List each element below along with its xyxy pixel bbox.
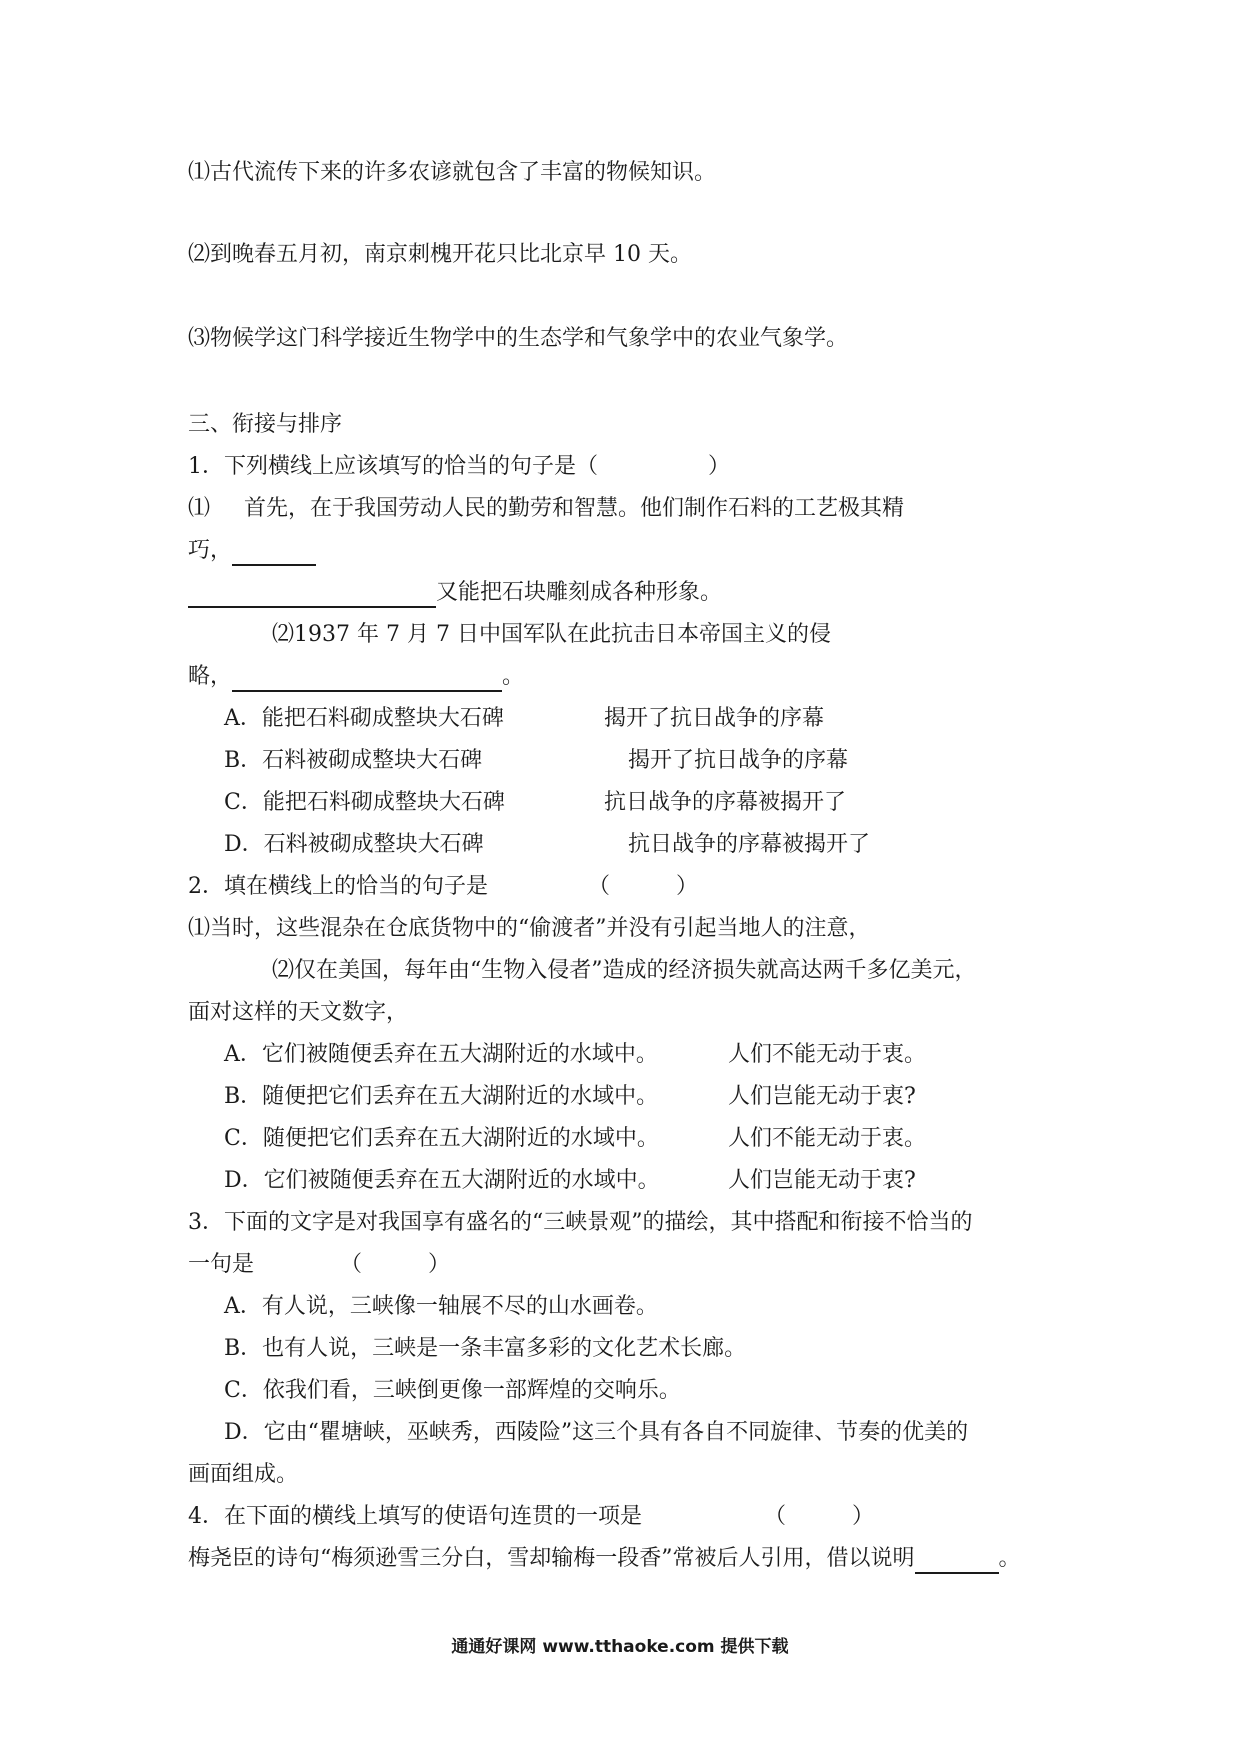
q1-option-a-second: 揭开了抗日战争的序幕: [604, 706, 825, 731]
q4-answer-paren[interactable]: （ ）: [764, 1504, 875, 1529]
q3-option-d-cont: 画面组成。: [188, 1462, 299, 1487]
q1-part1: [188, 494, 904, 524]
q3-option-d[interactable]: D．它由“瞿塘峡，巫峡秀，西陵险”这三个具有各自不同旋律、节奏的优美的: [224, 1420, 969, 1445]
q1-part1-cont: [188, 536, 316, 566]
q2-option-d-second: 人们岂能无动于衷?: [728, 1168, 916, 1193]
q4-stem: [188, 1502, 875, 1532]
q2-option-c-second: 人们不能无动于衷。: [728, 1126, 927, 1151]
q3-stem-cont: [188, 1250, 451, 1280]
q1-part2: ⑵1937 年 7 月 7 日中国军队在此抗击日本帝国主义的侵: [272, 622, 831, 647]
q3-answer-paren[interactable]: （ ）: [340, 1252, 451, 1277]
q1-part1-tail: [188, 578, 722, 608]
q1-option-c[interactable]: [224, 788, 847, 818]
q2-option-d[interactable]: [224, 1166, 916, 1196]
q3-option-b[interactable]: B．也有人说，三峡是一条丰富多彩的文化艺术长廊。: [224, 1336, 747, 1361]
q1-option-c-second: 抗日战争的序幕被揭开了: [604, 790, 847, 815]
q2-answer-paren[interactable]: （ ）: [588, 874, 699, 899]
q2-option-a-second: 人们不能无动于衷。: [728, 1042, 927, 1067]
q2-option-a[interactable]: [224, 1040, 927, 1070]
sentence-2: ⑵到晚春五月初，南京刺槐开花只比北京早 10 天。: [188, 242, 692, 267]
q3-option-c[interactable]: C．依我们看，三峡倒更像一部辉煌的交响乐。: [224, 1378, 681, 1403]
q1-part1-number: ⑴: [188, 496, 211, 521]
q2-part1: ⑴当时，这些混杂在仓底货物中的“偷渡者”并没有引起当地人的注意，: [188, 916, 871, 941]
q1-part2-cont: [188, 662, 524, 692]
q3-stem: 3．下面的文字是对我国享有盛名的“三峡景观”的描绘，其中搭配和衔接不恰当的: [188, 1210, 973, 1235]
q1-blank-2[interactable]: [232, 668, 502, 692]
q2-option-b[interactable]: [224, 1082, 916, 1112]
q2-part2: ⑵仅在美国，每年由“生物入侵者”造成的经济损失就高达两千多亿美元，: [272, 958, 977, 983]
q1-option-a[interactable]: [224, 704, 825, 734]
page-footer: 通通好课网 www.tthaoke.com 提供下载: [451, 1637, 789, 1657]
q4-text: [188, 1544, 1021, 1574]
q1-part1-cont-text: 巧，: [188, 538, 233, 563]
q1-option-d-second: 抗日战争的序幕被揭开了: [628, 832, 871, 857]
q1-option-c-first: C．能把石料砌成整块大石碑: [224, 790, 505, 815]
q2-option-c-first: C．随便把它们丢弃在五大湖附近的水域中。: [224, 1126, 659, 1151]
q1-part2-cont-text: 略，: [188, 664, 233, 689]
q1-option-b[interactable]: [224, 746, 849, 776]
q2-stem-text: 2．填在横线上的恰当的句子是: [188, 874, 488, 899]
q2-option-a-first: A．它们被随便丢弃在五大湖附近的水域中。: [224, 1042, 658, 1067]
q4-stem-text: 4．在下面的横线上填写的使语句连贯的一项是: [188, 1504, 642, 1529]
q2-option-c[interactable]: [224, 1124, 927, 1154]
q1-option-b-second: 揭开了抗日战争的序幕: [628, 748, 849, 773]
q1-option-d[interactable]: [224, 830, 871, 860]
q1-part1-tail-text: 又能把石块雕刻成各种形象。: [436, 580, 723, 605]
section-heading: 三、衔接与排序: [188, 412, 343, 437]
q1-blank-1b[interactable]: [188, 584, 436, 608]
sentence-1: ⑴古代流传下来的许多农谚就包含了丰富的物候知识。: [188, 160, 717, 185]
q2-part2-cont: 面对这样的天文数字，: [188, 1000, 409, 1025]
q2-option-b-first: B．随便把它们丢弃在五大湖附近的水域中。: [224, 1084, 659, 1109]
q1-option-a-first: A．能把石料砌成整块大石碑: [224, 706, 504, 731]
q3-option-a[interactable]: A．有人说，三峡像一轴展不尽的山水画卷。: [224, 1294, 658, 1319]
q1-option-d-first: D．石料被砌成整块大石碑: [224, 832, 484, 857]
q2-stem: [188, 872, 699, 902]
q2-option-d-first: D．它们被随便丢弃在五大湖附近的水域中。: [224, 1168, 660, 1193]
q1-part1-text: 首先，在于我国劳动人民的勤劳和智慧。他们制作石料的工艺极其精: [244, 496, 905, 521]
q4-text-end: 。: [998, 1546, 1021, 1571]
q1-stem: 1．下列横线上应该填写的恰当的句子是（ ）: [188, 454, 730, 479]
q4-text-body: 梅尧臣的诗句“梅须逊雪三分白，雪却输梅一段香”常被后人引用，借以说明: [188, 1546, 915, 1571]
q3-stem-cont-text: 一句是: [188, 1252, 255, 1277]
sentence-3: ⑶物候学这门科学接近生物学中的生态学和气象学中的农业气象学。: [188, 326, 849, 351]
q4-blank[interactable]: [915, 1550, 999, 1574]
q1-blank-1a[interactable]: [232, 542, 316, 566]
q2-option-b-second: 人们岂能无动于衷?: [728, 1084, 916, 1109]
q1-option-b-first: B．石料被砌成整块大石碑: [224, 748, 483, 773]
q1-part2-end: 。: [502, 664, 525, 689]
